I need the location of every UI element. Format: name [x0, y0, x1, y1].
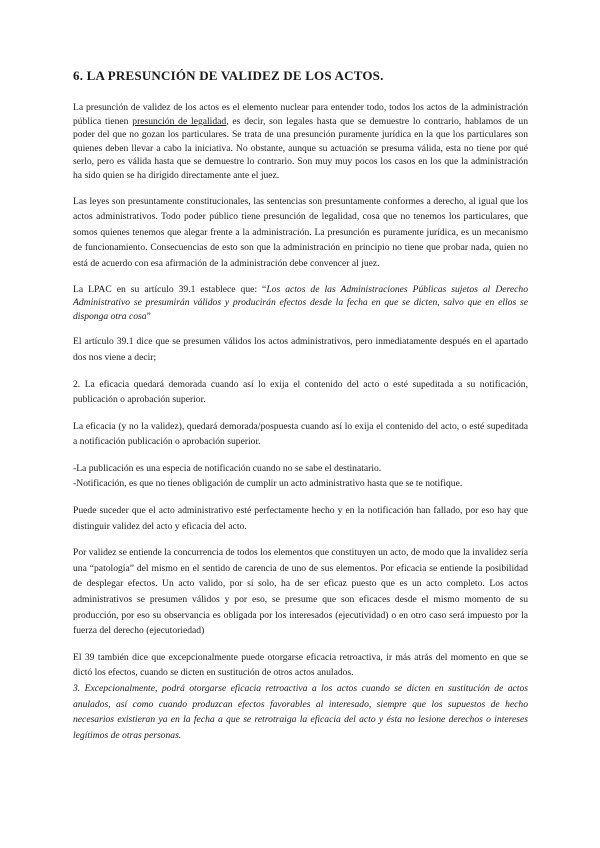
text-span: La LPAC en su artículo 39.1 establece que: “ — [73, 283, 267, 295]
paragraph-lpac — [73, 283, 528, 324]
bullet-notificacion: -Notificación, es que no tienes obligación de cumplir un acto administrativo hasta que se te notifique. — [73, 478, 463, 490]
bullet-publicacion: -La publicación es una especia de notificación cuando no se sabe el destinatario. — [73, 462, 382, 474]
paragraph-eficacia: La eficacia (y no la validez), quedará demorada/pospuesta cuando así lo exija el contenido del acto, o esté supeditada a notificación publicación o aprobación superior. — [73, 420, 528, 448]
text-span: La presunción de validez de los actos es el elemento nuclear para entender todo, todos los actos de la administración pública tienen — [73, 102, 528, 127]
text-span: ” — [146, 310, 151, 322]
paragraph-eficacia-demorada: 2. La eficacia quedará demorada cuando así lo exija el contenido del acto o esté supeditada a su notificación, publicación o aprobación superior. — [73, 378, 528, 406]
text-span: , es decir, son legales hasta que se demuestre lo contrario, hablamos de un poder del que no gozan los particulares. Se trata de una presunción puramente jurídica en la que los particulares son quienes deben llevar a cabo la iniciativa. No obstante, aunque su actuación se presuma válida, esta no tiene por qué serlo, pero es válida hasta que se demuestre lo contrario. Son muy muy pocos los casos en los que la administración ha sido quien se ha dirigido directamente ante el juez. — [73, 115, 529, 181]
section-heading: 6. LA PRESUNCIÓN DE VALIDEZ DE LOS ACTOS. — [73, 68, 384, 83]
quoted-article: Los actos de las Administraciones Públicas sujetos al Derecho Administrativo se presumirán válidos y producirán efectos desde la fecha en que se dicten, salvo que en ellos se disponga otra cosa — [73, 283, 528, 322]
paragraph-leyes: Las leyes son presuntamente constitucionales, las sentencias son presuntamente conformes a derecho, al igual que los actos administrativos. Todo poder público tiene presunción de legalidad, cosa que no tenemos los particulares, que somos quienes tenemos que alegar frente a la administración. La presunción es puramente jurídica, es un mecanismo de funcionamiento. Consecuencias de esto son que la administración en principio no tiene que probar nada, quien no está de acuerdo con esa afirmación de la administración debe convencer al juez. — [73, 195, 528, 269]
paragraph-retroactiva: El 39 también dice que excepcionalmente puede otorgarse eficacia retroactiva, ir más atrás del momento en que se dictó los efectos, cuando se dicten en sustitución de otros actos anulados. — [73, 651, 528, 679]
paragraph-articulo: El artículo 39.1 dice que se presumen válidos los actos administrativos, pero inmediatamente después en el apartado dos nos viene a decir; — [73, 336, 528, 363]
paragraph-presuncion — [73, 101, 528, 183]
underlined-term: presunción de legalidad — [132, 115, 227, 127]
paragraph-validez: Por validez se entiende la concurrencia de todos los elementos que constituyen un acto, de modo que la invalidez sería una “patología” del mismo en el sentido de carencia de uno de sus elementos. Por eficacia se entiende la posibilidad de desplegar efectos. Un acto valido, por sí solo, ha de ser eficaz puesto que es un acto completo. Los actos administrativos se presumen válidos y por eso, se presume que son eficaces desde el mismo momento de su producción, por eso su observancia es obligada por los interesados (ejecutividad) o en otro caso será impuesto por la fuerza del derecho (ejecutoriedad) — [73, 547, 528, 637]
paragraph-excepcionalmente: 3. Excepcionalmente, podrá otorgarse eficacia retroactiva a los actos cuando se dicten en sustitución de actos anulados, así como cuando produzcan efectos favorables al interesado, siempre que los supuestos de hecho necesarios existieran ya en la fecha a que se retrotraiga la eficacia del acto y ésta no lesione derechos o intereses legítimos de otras personas. — [73, 683, 528, 741]
paragraph-suceder: Puede suceder que el acto administrativo esté perfectamente hecho y en la notificación han fallado, por eso hay que distinguir validez del acto y eficacia del acto. — [73, 505, 528, 532]
